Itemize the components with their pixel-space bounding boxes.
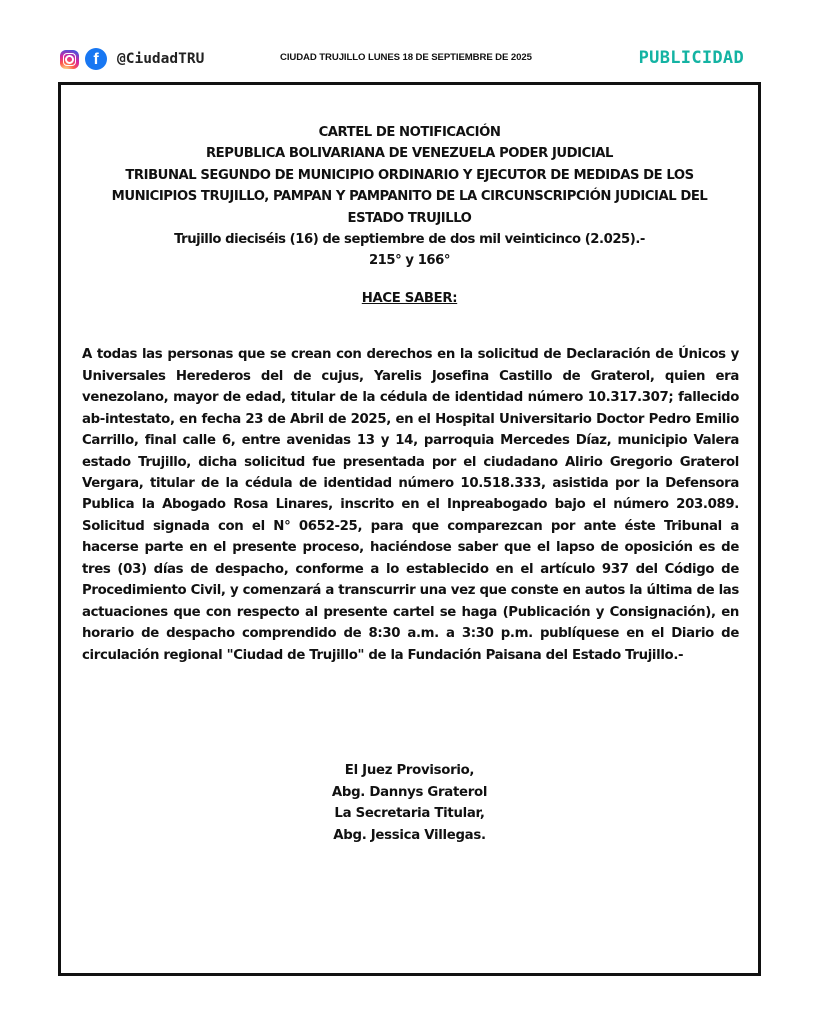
heading-line-tribunal: TRIBUNAL SEGUNDO DE MUNICIPIO ORDINARIO Y EJECUTOR DE MEDIDAS DE LOS — [125, 167, 694, 183]
heading-line-estado: ESTADO TRUJILLO — [347, 210, 472, 226]
notice-subheading: HACE SABER: — [361, 291, 458, 306]
legal-notice-box — [58, 82, 761, 976]
signature-secretary-title: La Secretaria Titular, — [334, 806, 485, 821]
heading-line-republic: REPUBLICA BOLIVARIANA DE VENEZUELA PODER JUDICIAL — [205, 146, 614, 162]
signature-judge-name: Abg. Dannys Graterol — [331, 784, 488, 800]
instagram-icon[interactable] — [60, 50, 79, 69]
heading-line-date: Trujillo dieciséis (16) de septiembre de dos mil veinticinco (2.025).- — [174, 232, 645, 248]
heading-line-municipios: MUNICIPIOS TRUJILLO, PAMPAN Y PAMPANITO DE LA CIRCUNSCRIPCIÓN JUDICIAL DEL — [111, 189, 708, 205]
signature-block — [61, 760, 758, 846]
notice-title: CARTEL DE NOTIFICACIÓN — [318, 125, 501, 140]
publication-dateline: CIUDAD TRUJILLO LUNES 18 DE SEPTIEMBRE DE 2025 — [280, 52, 532, 63]
facebook-icon[interactable]: f — [85, 48, 107, 70]
section-label: PUBLICIDAD — [638, 48, 744, 68]
notice-body: A todas las personas que se crean con derechos en la solicitud de Declaración de Únicos y Universales Herederos del de cujus, Yarelis Josefina Castillo de Graterol, quien era venezolano, mayor de edad, titular de la cédula de identidad número 10.317.307; fallecido ab-intestato, en fecha 23 de Abril de 2025, en el Hospital Universitario Doctor Pedro Emilio Carrillo, final calle 6, entre avenidas 13 y 14, parroquia Mercedes Díaz, municipio Valera estado Trujillo, dicha solicitud fue presentada por el ciudadano Alirio Gregorio Graterol Vergara, titular de la cédula de identidad número 10.518.333, asistida por la Defensora Publica la Abogado Rosa Linares, inscrito en el Inpreabogado bajo el número 203.089. Solicitud signada con el N° 0652-25, para que comparezcan por ante éste Tribunal a hacerse parte en el presente proceso, haciéndose saber que el lapso de oposición es de tres (03) días de despacho, conforme a lo establecido en el artículo 937 del Código de Procedimiento Civil, y comenzará a transcurrir una vez que conste en autos la última de las actuaciones que con respecto al presente cartel se haga (Publicación y Consignación), en horario de despacho comprendido de 8:30 a.m. a 3:30 p.m. publíquese en el Diario de circulación regional "Ciudad de Trujillo" de la Fundación Paisana del Estado Trujillo.- — [82, 347, 739, 663]
social-links — [60, 46, 204, 72]
heading-line-years: 215° y 166° — [368, 253, 451, 269]
page-header — [60, 46, 760, 72]
notice-heading — [81, 122, 738, 272]
signature-secretary-name: Abg. Jessica Villegas. — [333, 827, 486, 843]
signature-judge-title: El Juez Provisorio, — [344, 763, 475, 778]
social-handle[interactable]: @CiudadTRU — [117, 51, 205, 67]
instagram-frame — [63, 53, 76, 66]
